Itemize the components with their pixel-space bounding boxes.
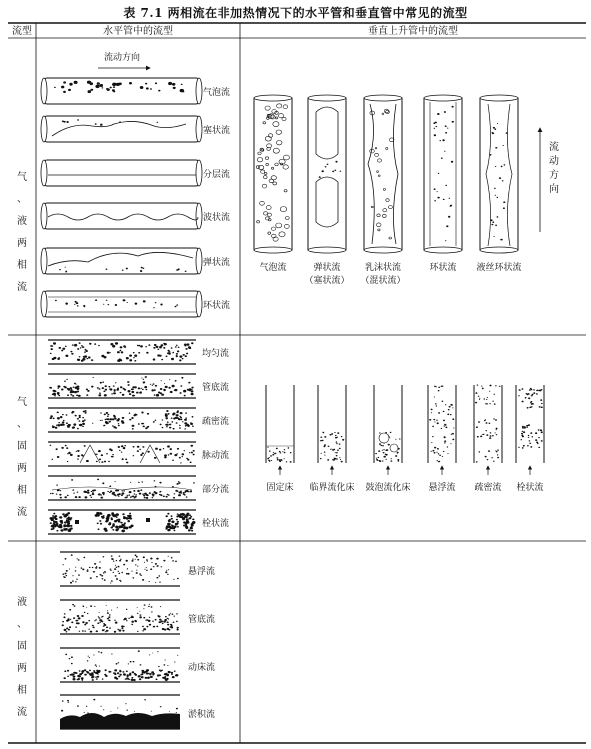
- gas-liquid-horizontal-pipes: [41, 78, 202, 317]
- gl-vertical-label: 气泡流: [259, 263, 287, 273]
- gs-vertical-tube: [516, 385, 544, 475]
- gl-horizontal-label: 环状流: [203, 301, 231, 311]
- gs-vertical-tube: [318, 385, 346, 475]
- gl-horizontal-pipe: [41, 248, 202, 274]
- gs-horizontal-label: 均匀流: [202, 349, 230, 359]
- gs-horizontal-pipe: [48, 510, 196, 534]
- liquid-solid-horizontal-pipes: [60, 552, 180, 729]
- gs-horizontal-label: 脉动流: [202, 451, 230, 461]
- gs-vertical-tube: [374, 385, 402, 475]
- gl-horizontal-label: 塞状流: [203, 126, 231, 136]
- gl-horizontal-pipe: [41, 160, 202, 186]
- gl-vertical-label: 弹状流: [313, 263, 341, 273]
- gas-liquid-vertical-labels: [259, 261, 521, 286]
- ls-horizontal-pipe: [60, 648, 180, 682]
- gs-vertical-tube: [428, 385, 456, 475]
- gl-horizontal-pipe: [41, 78, 202, 104]
- row-label-gas-solid: 气、固两相流: [17, 397, 27, 518]
- upward-flow-text: 流动方向: [549, 142, 559, 195]
- gs-horizontal-pipe: [48, 374, 196, 398]
- gl-horizontal-label: 气泡流: [203, 88, 231, 98]
- gs-horizontal-pipe: [48, 476, 196, 500]
- ls-horizontal-pipe: [60, 695, 180, 729]
- gas-liquid-horizontal-labels: [203, 86, 230, 311]
- flow-direction-label: 流动方向: [103, 53, 141, 63]
- gl-vertical-note: （混状流）: [360, 276, 406, 286]
- gl-vertical-pipe: [308, 95, 346, 253]
- gs-vertical-tube: [474, 385, 502, 476]
- gs-vertical-label: 鼓泡流化床: [365, 483, 411, 493]
- gs-vertical-tube: [266, 385, 294, 475]
- gs-horizontal-pipe: [48, 442, 196, 466]
- gl-horizontal-pipe: [41, 116, 202, 142]
- upward-flow-label: [549, 140, 559, 195]
- row-label-liquid-solid: 液、固两相流: [17, 597, 27, 718]
- row-label-gas-liquid: 气、液两相流: [17, 172, 27, 293]
- gs-vertical-label: 疏密流: [474, 483, 502, 493]
- ls-horizontal-label: 动床流: [188, 663, 216, 673]
- gs-horizontal-label: 栓状流: [202, 519, 230, 529]
- gs-vertical-label: 栓状流: [516, 483, 544, 493]
- gl-vertical-label: 环状流: [429, 263, 457, 273]
- header-flow-type: 流型: [12, 26, 32, 37]
- ls-horizontal-label: 管底流: [188, 615, 216, 625]
- gs-horizontal-label: 疏密流: [202, 417, 230, 427]
- ls-horizontal-label: 淤积流: [188, 710, 216, 720]
- gl-horizontal-pipe: [41, 203, 202, 229]
- gas-solid-horizontal-pipes: [48, 340, 196, 534]
- gas-liquid-vertical-pipes: [254, 95, 518, 253]
- gl-horizontal-label: 弹状流: [203, 258, 231, 268]
- ls-horizontal-pipe: [60, 600, 180, 634]
- row-labels: [17, 171, 27, 718]
- gas-solid-horizontal-labels: [202, 347, 229, 529]
- gl-horizontal-label: 波状流: [203, 213, 231, 223]
- header-vertical: 垂直上升管中的流型: [368, 26, 458, 37]
- gl-vertical-pipe: [480, 95, 518, 253]
- gas-solid-vertical-labels: [266, 481, 543, 493]
- table-title: 表 7.1 两相流在非加热情况下的水平管和垂直管中常见的流型: [123, 6, 468, 20]
- gl-vertical-pipe: [254, 95, 292, 253]
- gl-vertical-label: 液丝环状流: [476, 263, 522, 273]
- liquid-solid-horizontal-labels: [188, 565, 215, 720]
- gl-vertical-label: 乳沫状流: [364, 263, 402, 273]
- gl-horizontal-pipe: [41, 291, 202, 317]
- header-horizontal: 水平管中的流型: [103, 26, 173, 37]
- ls-horizontal-label: 悬浮流: [188, 567, 216, 577]
- gl-vertical-pipe: [364, 95, 402, 253]
- gs-horizontal-label: 部分流: [202, 485, 230, 495]
- gl-vertical-note: （塞状流）: [304, 276, 350, 286]
- ls-horizontal-pipe: [60, 552, 180, 586]
- gs-vertical-label: 临界流化床: [309, 483, 355, 493]
- gl-horizontal-label: 分层流: [203, 170, 231, 180]
- gs-horizontal-pipe: [48, 340, 196, 364]
- gs-horizontal-pipe: [48, 408, 196, 432]
- gs-horizontal-label: 管底流: [202, 383, 230, 393]
- gas-solid-vertical-tubes: [266, 385, 544, 476]
- gs-vertical-label: 固定床: [266, 483, 294, 493]
- gs-vertical-label: 悬浮流: [428, 483, 456, 493]
- gl-vertical-pipe: [424, 95, 462, 253]
